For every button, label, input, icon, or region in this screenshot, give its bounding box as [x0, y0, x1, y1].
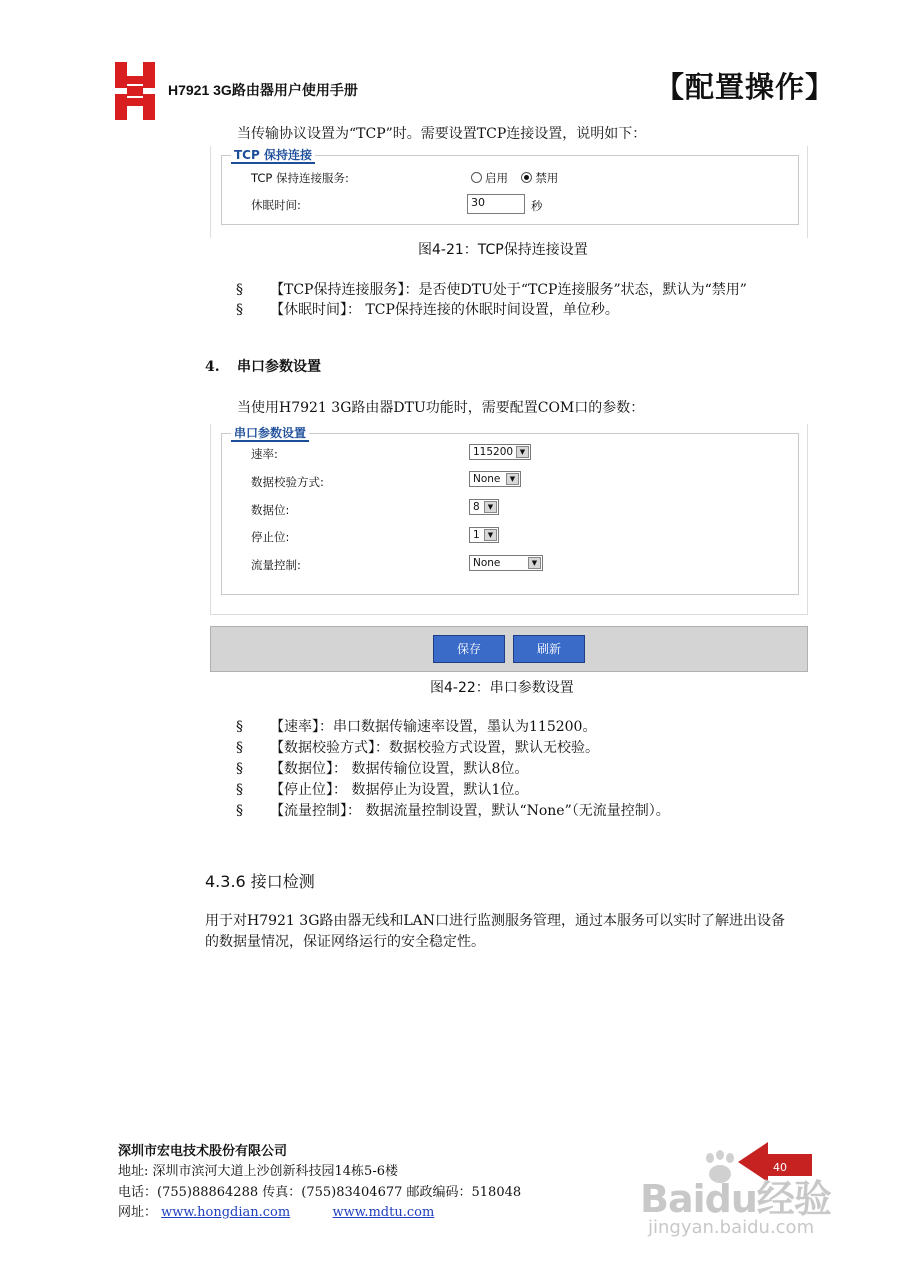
hongdian-logo — [113, 60, 157, 122]
link-mdtu[interactable]: www.mdtu.com — [332, 1205, 435, 1220]
section-436-heading: 4.3.6 接口检测 — [205, 872, 315, 891]
bullet-symbol: § — [236, 803, 243, 819]
serial-bullet: 【停止位】： 数据停止为设置，默认1位。 — [270, 782, 529, 798]
baud-rate-value: 115200 — [473, 446, 514, 458]
section-436-text-line1: 用于对H7921 3G路由器无线和LAN口进行监测服务管理，通过本服务可以实时了解进出设备 — [205, 913, 786, 929]
watermark-brand: Baidu经验 — [640, 1177, 831, 1221]
tcp-intro: 当传输协议设置为“TCP”时。需要设置TCP连接设置，说明如下： — [237, 126, 647, 142]
serial-bullet: 【数据位】： 数据传输位设置，默认8位。 — [270, 761, 529, 777]
bullet-symbol: § — [236, 761, 243, 777]
parity-select[interactable] — [469, 471, 521, 487]
radio-disable[interactable] — [521, 172, 532, 183]
data-bits-value: 8 — [473, 501, 480, 513]
radio-enable[interactable] — [471, 172, 482, 183]
tcp-fieldset — [221, 155, 799, 225]
footer-address: 地址: 深圳市滨河大道上沙创新科技园14栋5-6楼 — [118, 1164, 398, 1179]
serial-intro: 当使用H7921 3G路由器DTU功能时，需要配置COM口的参数： — [237, 400, 645, 416]
dropdown-arrow-icon: ▼ — [528, 557, 541, 569]
button-bar — [210, 626, 808, 672]
dropdown-arrow-icon: ▼ — [516, 446, 529, 458]
parity-label: 数据校验方式: — [251, 475, 324, 489]
tcp-legend: TCP 保持连接 — [231, 148, 315, 164]
baud-rate-select[interactable] — [469, 444, 531, 460]
serial-bullet: 【数据校验方式】：数据校验方式设置，默认无校验。 — [270, 740, 599, 756]
sleep-time-label: 休眠时间: — [251, 198, 301, 212]
section-title: 【配置操作】 — [655, 70, 836, 104]
tcp-service-label: TCP 保持连接服务: — [251, 171, 349, 185]
fig21-caption: 图4-21：TCP保持连接设置 — [418, 242, 588, 258]
flow-control-label: 流量控制: — [251, 558, 301, 572]
tcp-service-radio-group — [471, 170, 558, 186]
footer-web — [118, 1203, 434, 1223]
tcp-bullet: 【TCP保持连接服务】：是否使DTU处于“TCP连接服务”状态，默认为“禁用” — [270, 282, 747, 298]
link-hongdian[interactable]: www.hongdian.com — [161, 1205, 291, 1220]
save-button[interactable]: 保存 — [433, 635, 505, 663]
bullet-symbol: § — [236, 282, 243, 298]
serial-bullet: 【速率】：串口数据传输速率设置，墨认为115200。 — [270, 719, 597, 735]
stop-bits-select[interactable] — [469, 527, 499, 543]
radio-enable-label: 启用 — [485, 171, 508, 185]
baud-rate-label: 速率: — [251, 447, 278, 461]
serial-bullet: 【流量控制】： 数据流量控制设置，默认“None”（无流量控制）。 — [270, 803, 670, 819]
section4-number: 4. — [205, 359, 220, 375]
sleep-time-input[interactable]: 30 — [467, 194, 525, 214]
tcp-bullet: 【休眠时间】： TCP保持连接的休眠时间设置，单位秒。 — [270, 302, 619, 318]
footer-company: 深圳市宏电技术股份有限公司 — [118, 1144, 288, 1159]
bullet-symbol: § — [236, 782, 243, 798]
sleep-time-unit: 秒 — [531, 199, 543, 213]
section-436-text-line2: 的数据量情况，保证网络运行的安全稳定性。 — [205, 934, 485, 950]
footer-phone: 电话：(755)88864288 传真：(755)83404677 邮政编码：518048 — [118, 1185, 522, 1200]
dropdown-arrow-icon: ▼ — [484, 501, 497, 513]
page-number: 40 — [773, 1161, 787, 1174]
parity-value: None — [473, 473, 501, 485]
radio-disable-label: 禁用 — [535, 171, 559, 185]
serial-legend: 串口参数设置 — [231, 426, 309, 442]
flow-control-value: None — [473, 557, 501, 569]
serial-panel — [210, 424, 808, 615]
tcp-panel — [210, 146, 808, 238]
fig22-caption: 图4-22：串口参数设置 — [430, 680, 574, 696]
dropdown-arrow-icon: ▼ — [484, 529, 497, 541]
data-bits-label: 数据位: — [251, 503, 290, 517]
bullet-symbol: § — [236, 740, 243, 756]
section4-title: 串口参数设置 — [237, 359, 321, 375]
bullet-symbol: § — [236, 719, 243, 735]
watermark-url: jingyan.baidu.com — [648, 1217, 815, 1238]
refresh-button[interactable]: 刷新 — [513, 635, 585, 663]
stop-bits-value: 1 — [473, 529, 480, 541]
dropdown-arrow-icon: ▼ — [506, 473, 519, 485]
flow-control-select[interactable] — [469, 555, 543, 571]
footer-web-label: 网址： — [118, 1205, 158, 1220]
stop-bits-label: 停止位: — [251, 530, 290, 544]
data-bits-select[interactable] — [469, 499, 499, 515]
document-title: H7921 3G路由器用户使用手册 — [168, 82, 358, 98]
bullet-symbol: § — [236, 302, 243, 318]
